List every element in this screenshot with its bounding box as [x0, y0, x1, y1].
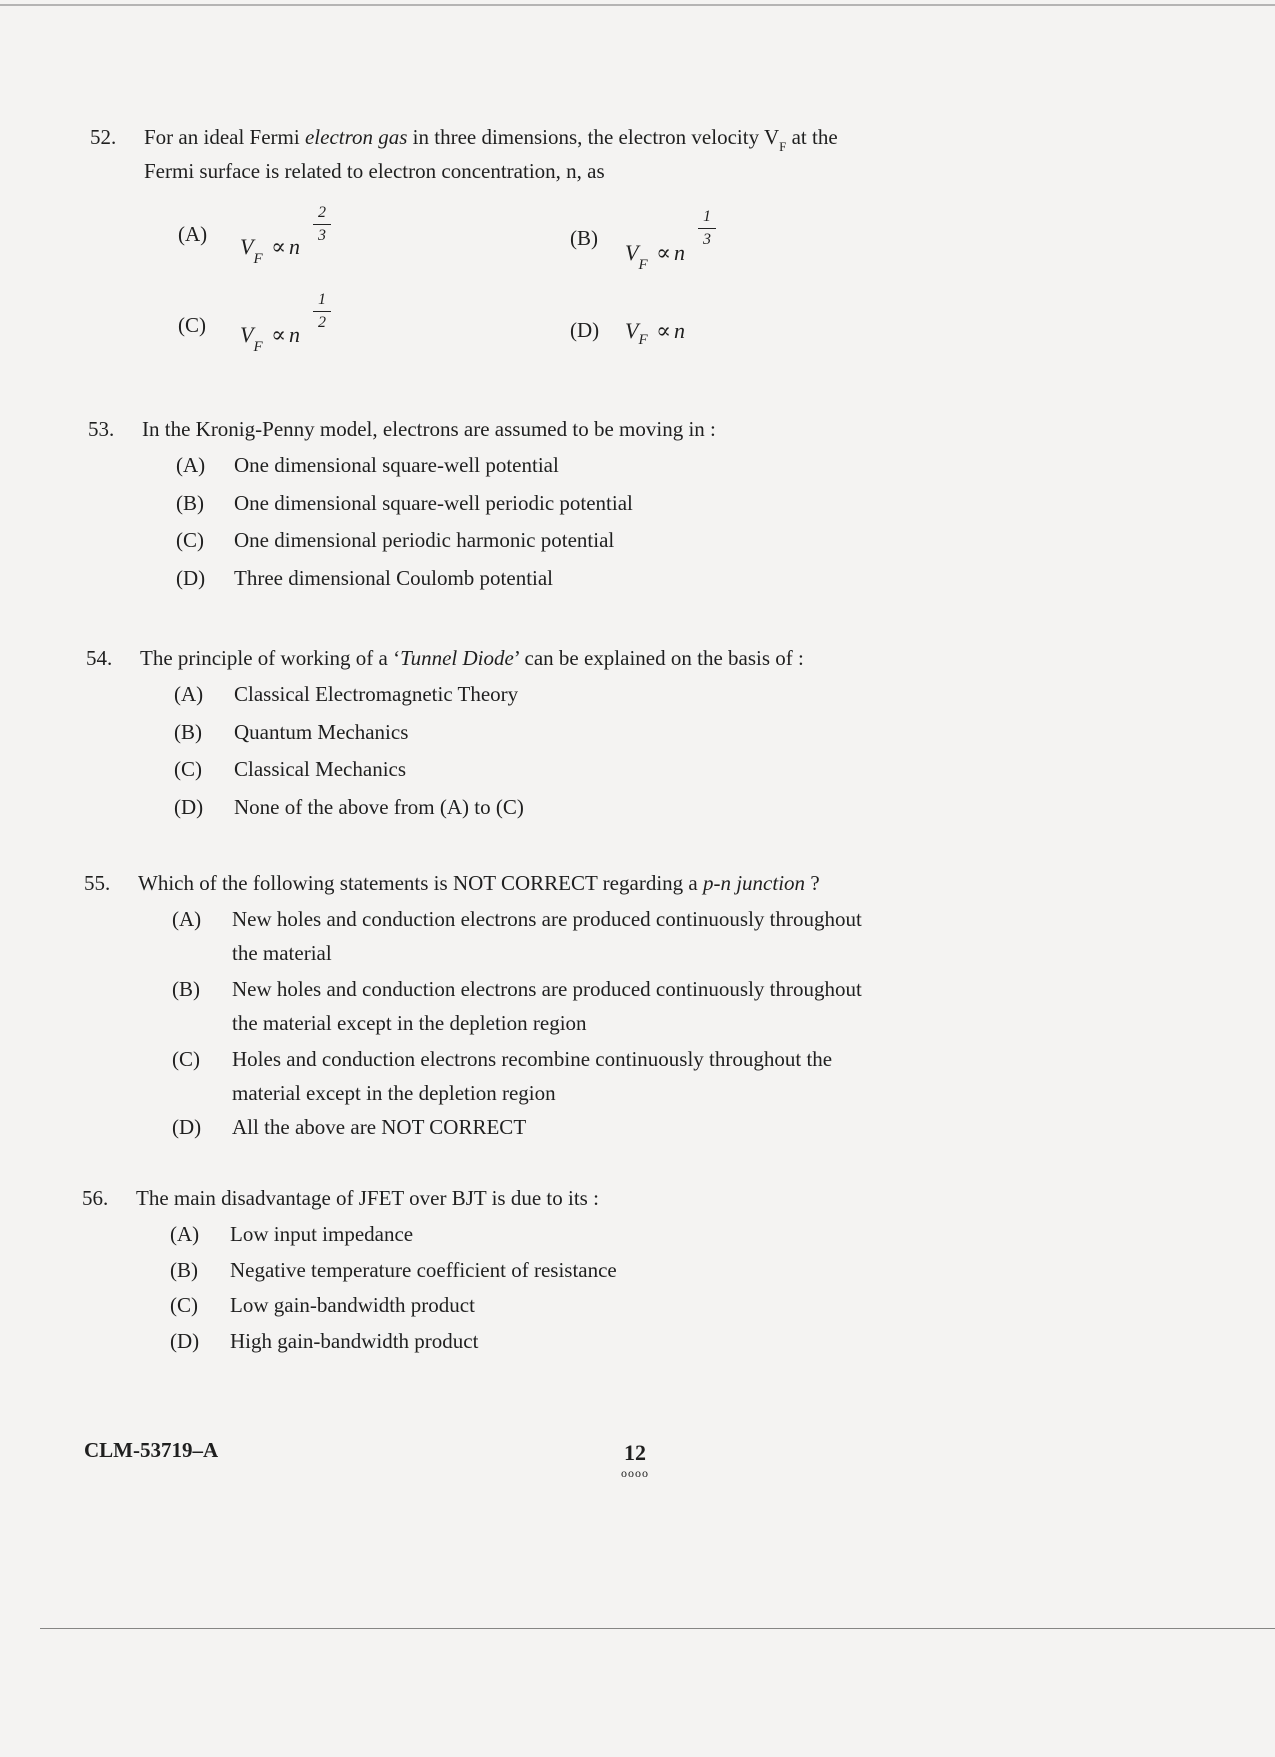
- exam-code: CLM-53719–A: [84, 1438, 219, 1462]
- question-text-line-2: Fermi surface is related to electron concentration, n, as: [144, 159, 605, 183]
- option-b[interactable]: [570, 226, 598, 251]
- option-d[interactable]: [570, 318, 599, 343]
- formula-option-c: $V_F \propto n$: [240, 322, 301, 355]
- option-a[interactable]: [178, 222, 207, 247]
- formula-option-b: $V_F \propto n$: [625, 240, 686, 273]
- option-letter: (A): [178, 222, 208, 246]
- formula-option-d: $V_F \propto n$: [625, 318, 686, 348]
- formula-option-a: $V_F \propto n$: [240, 234, 301, 267]
- option-c[interactable]: [178, 313, 206, 338]
- question-55: 55. Which of the following statements is NOT CORRECT regarding a p-n junction ? (A) New holes and conduction electrons are produced continuously throughout the material (B) New holes and conduction electrons are produced continuously throughout the material except in the depletion region (C) Holes and conduction electrons recombine continuously throughout the material except in the depletion region (D) All the above are NOT CORRECT: [84, 866, 1004, 1146]
- question-number: 53.: [88, 417, 115, 441]
- option-letter: (D): [570, 318, 600, 342]
- top-rule: [0, 4, 1275, 6]
- exponent-option-b: 1 3: [698, 207, 716, 250]
- exponent-option-c: 1 2: [313, 290, 331, 333]
- question-text: The principle of working of a ‘Tunnel Diode’ can be explained on the basis of :: [140, 646, 804, 670]
- bottom-rule: [40, 1628, 1275, 1629]
- option-letter: (C): [178, 313, 206, 337]
- question-52: [90, 120, 990, 355]
- question-text: The main disadvantage of JFET over BJT is due to its :: [136, 1186, 599, 1210]
- option-letter: (B): [570, 226, 598, 250]
- question-number: 56.: [82, 1186, 109, 1210]
- question-text: In the Kronig-Penny model, electrons are assumed to be moving in :: [142, 417, 716, 441]
- question-number: 55.: [84, 871, 111, 895]
- question-text: For an ideal Fermi electron gas in three dimensions, the electron velocity $V_F$ at the: [144, 125, 838, 154]
- question-number: 52.: [90, 125, 117, 149]
- question-53: 53. In the Kronig-Penny model, electrons are assumed to be moving in : (A) One dimensional square-well potential (B) One dimensional square-well periodic potential (C) One dimensional periodic harmonic potential (D) Three dimensional Coulomb potential: [88, 412, 988, 602]
- question-text: Which of the following statements is NOT CORRECT regarding a p-n junction ?: [138, 871, 820, 895]
- question-number: 54.: [86, 646, 113, 670]
- exponent-option-a: 2 3: [313, 203, 331, 246]
- page-number: 12: [624, 1440, 646, 1465]
- page-mark: oooo: [621, 1466, 649, 1480]
- question-54: 54. The principle of working of a ‘Tunnel Diode’ can be explained on the basis of : (A) Classical Electromagnetic Theory (B) Quantum Mechanics (C) Classical Mechanics (D) None of the above from (A) to (C): [86, 641, 986, 831]
- question-56: 56. The main disadvantage of JFET over BJT is due to its : (A) Low input impedance (B) Negative temperature coefficient of resistance (C) Low gain-bandwidth product (D) High gain-bandwidth product: [82, 1181, 982, 1371]
